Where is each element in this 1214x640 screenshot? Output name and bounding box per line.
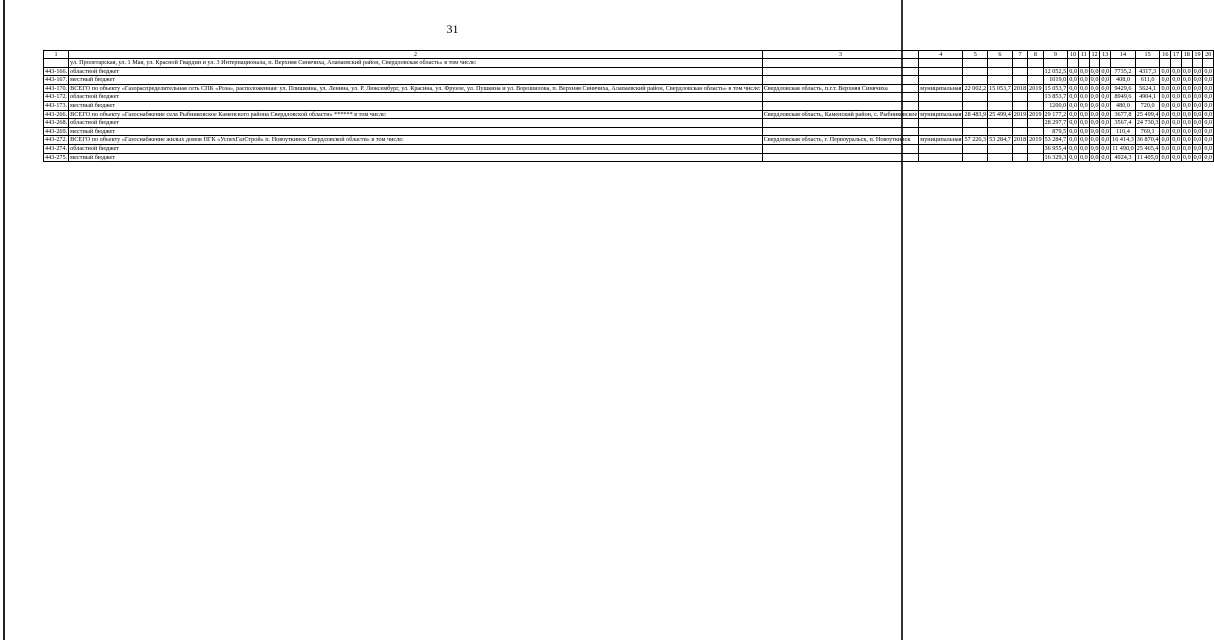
cell-value-9: 1019,0 (1043, 76, 1068, 85)
table-row (44, 67, 1214, 76)
cell-c7 (1012, 127, 1027, 136)
cell-value-17: 0,0 (1172, 76, 1180, 84)
cell-value-13: 0,0 (1101, 93, 1110, 101)
cell-c4: муниципальная (920, 136, 962, 144)
column-number-2: 2 (69, 51, 762, 59)
cell-c5 (963, 119, 988, 128)
cell-value-12 (1089, 59, 1100, 68)
cell-value-20: 0,0 (1204, 110, 1213, 118)
cell-value-17: 0,0 (1172, 144, 1180, 152)
cell-c7 (1012, 153, 1027, 162)
cell-value-12: 0,0 (1090, 93, 1099, 101)
cell-c4: муниципальная (920, 110, 962, 118)
cell-c7 (1012, 59, 1027, 68)
cell-value-18: 0,0 (1182, 127, 1191, 135)
cell-value-9: 15 053,7 (1044, 84, 1067, 92)
cell-value-9: 28 297,7 (1044, 119, 1067, 127)
cell-value-16: 0,0 (1161, 119, 1170, 127)
cell-value-18: 0,0 (1182, 84, 1191, 92)
cell-value-20: 0,0 (1204, 136, 1213, 144)
cell-c3 (762, 59, 919, 68)
page-number: 31 (446, 22, 459, 36)
cell-value-16: 0,0 (1161, 76, 1170, 84)
cell-c8 (1028, 59, 1043, 68)
cell-c2: местный бюджет (69, 127, 762, 136)
column-number-11: 11 (1078, 51, 1089, 59)
cell-c3 (762, 144, 919, 153)
cell-value-17: 0,0 (1172, 153, 1180, 161)
cell-c8 (1028, 93, 1043, 102)
cell-value-19: 0,0 (1193, 101, 1202, 109)
cell-value-13: 0,0 (1101, 67, 1110, 75)
cell-value-11: 0,0 (1079, 101, 1088, 109)
cell-c1: 443-266. (45, 110, 68, 118)
column-number-3: 3 (762, 51, 919, 59)
cell-value-15: 4317,3 (1135, 67, 1160, 76)
cell-value-13: 0,0 (1101, 136, 1110, 144)
cell-c5 (963, 67, 988, 76)
cell-value-12: 0,0 (1090, 76, 1099, 84)
cell-value-10: 0,0 (1069, 93, 1077, 101)
cell-c6 (988, 67, 1013, 76)
cell-c6 (988, 144, 1013, 153)
cell-value-14: 408,0 (1111, 76, 1136, 85)
table-row (44, 84, 1214, 93)
cell-c6: 15 053,7 (989, 84, 1011, 92)
cell-value-9: 36 955,4 (1044, 144, 1067, 152)
cell-c7 (1012, 144, 1027, 153)
cell-c2: областной бюджет (69, 67, 762, 76)
cell-c5 (963, 127, 988, 136)
cell-value-10: 0,0 (1069, 67, 1077, 75)
cell-value-19: 0,0 (1193, 127, 1202, 135)
cell-c4: муниципальная (920, 84, 962, 92)
cell-c2: местный бюджет (69, 76, 762, 85)
cell-value-19: 0,0 (1193, 67, 1202, 75)
cell-c5 (963, 93, 988, 102)
column-number-14: 14 (1111, 51, 1136, 59)
cell-value-14: 3677,8 (1111, 110, 1136, 119)
cell-c2: областной бюджет (69, 119, 762, 128)
cell-value-19: 0,0 (1193, 76, 1202, 84)
cell-c2: ул. Пролетарская, ул. 1 Мая, ул. Красной Гвардии и ул. 3 Интернационала, п. Верхняя Синячиха, Алапаевский район, Свердловская область» в том числе: (69, 59, 762, 68)
cell-c1: 443-173. (45, 101, 68, 109)
cell-value-18: 0,0 (1182, 93, 1191, 101)
cell-value-20: 0,0 (1204, 76, 1213, 84)
cell-value-16: 0,0 (1161, 93, 1170, 101)
cell-value-16: 0,0 (1161, 144, 1170, 152)
cell-value-10: 0,0 (1069, 76, 1077, 84)
cell-c8: 2019 (1029, 136, 1042, 144)
cell-value-10: 0,0 (1069, 136, 1077, 144)
budget-table (43, 50, 1214, 162)
cell-value-20: 0,0 (1204, 84, 1213, 92)
cell-value-20: 0,0 (1204, 127, 1213, 135)
column-number-1: 1 (44, 51, 69, 59)
cell-value-9: 29 177,2 (1044, 110, 1067, 118)
cell-value-18: 0,0 (1182, 119, 1191, 127)
cell-value-16: 0,0 (1161, 101, 1170, 109)
column-number-5: 5 (963, 51, 988, 59)
cell-c5 (963, 59, 988, 68)
cell-c1: 443-167. (45, 76, 68, 84)
cell-value-13: 0,0 (1101, 101, 1110, 109)
cell-value-12: 0,0 (1090, 144, 1099, 152)
cell-value-13: 0,0 (1101, 127, 1110, 135)
cell-c2: областной бюджет (69, 144, 762, 153)
cell-value-15: 720,0 (1135, 101, 1160, 110)
cell-c8 (1028, 67, 1043, 76)
cell-c3 (762, 67, 919, 76)
cell-value-12: 0,0 (1090, 110, 1099, 118)
cell-value-12: 0,0 (1090, 101, 1099, 109)
cell-c1: 443-272. (45, 136, 68, 144)
cell-c7: 2018 (1013, 136, 1027, 144)
cell-value-11: 0,0 (1079, 153, 1088, 161)
cell-c1: 443-268. (45, 119, 68, 127)
cell-value-10: 0,0 (1069, 144, 1077, 152)
cell-c1: 443-269. (45, 127, 68, 135)
column-number-12: 12 (1089, 51, 1100, 59)
cell-value-17: 0,0 (1172, 84, 1180, 92)
cell-value-15: 36 870,4 (1136, 136, 1159, 144)
cell-c4 (919, 127, 963, 136)
column-number-9: 9 (1043, 51, 1068, 59)
cell-c1: 443-275. (45, 153, 68, 161)
cell-value-18: 0,0 (1182, 76, 1191, 84)
cell-c3 (762, 153, 919, 162)
cell-c3: Свердловская область, Каменский район, с. Рыбниковское (763, 110, 918, 118)
cell-value-20: 0,0 (1204, 153, 1213, 161)
cell-c2: местный бюджет (69, 101, 762, 110)
cell-value-14: 8949,6 (1111, 93, 1136, 102)
cell-c7 (1012, 67, 1027, 76)
cell-c1: 443-172. (45, 93, 68, 101)
table-row (44, 153, 1214, 162)
cell-value-15: 611,0 (1135, 76, 1160, 85)
cell-value-14: 16 414,3 (1112, 136, 1134, 144)
cell-value-18: 0,0 (1182, 136, 1191, 144)
cell-c3 (762, 76, 919, 85)
cell-value-13: 0,0 (1101, 119, 1110, 127)
cell-value-15: 5624,1 (1135, 84, 1160, 93)
cell-value-15: 4904,1 (1135, 93, 1160, 102)
cell-value-10: 0,0 (1069, 127, 1077, 135)
cell-value-19: 0,0 (1193, 144, 1202, 152)
column-number-17: 17 (1171, 51, 1182, 59)
cell-value-12: 0,0 (1090, 119, 1099, 127)
cell-value-19: 0,0 (1193, 153, 1202, 161)
cell-value-13: 0,0 (1101, 110, 1110, 118)
cell-value-19: 0,0 (1193, 110, 1202, 118)
scan-edge-left (3, 0, 5, 640)
cell-c5: 57 226,3 (964, 136, 987, 144)
cell-c6 (988, 59, 1013, 68)
cell-c7: 2018 (1013, 84, 1027, 92)
cell-value-16: 0,0 (1161, 127, 1170, 135)
cell-c2: местный бюджет (69, 153, 762, 162)
cell-value-18: 0,0 (1182, 101, 1191, 109)
cell-value-11: 0,0 (1079, 93, 1088, 101)
cell-value-13: 0,0 (1101, 84, 1110, 92)
cell-value-18: 0,0 (1182, 144, 1191, 152)
cell-value-13 (1100, 59, 1111, 68)
cell-c6 (988, 76, 1013, 85)
cell-value-15: 25 465,4 (1136, 144, 1159, 152)
cell-c5: 22 002,2 (964, 84, 987, 92)
cell-value-19: 0,0 (1193, 119, 1202, 127)
cell-c8 (1028, 127, 1043, 136)
cell-value-10: 0,0 (1069, 110, 1077, 118)
cell-c2: областной бюджет (69, 93, 762, 102)
cell-value-17 (1171, 59, 1182, 68)
cell-value-20 (1203, 59, 1214, 68)
cell-value-14: 480,0 (1111, 101, 1136, 110)
cell-c1: 443-274. (45, 144, 68, 152)
column-number-row (44, 51, 1214, 59)
cell-value-13: 0,0 (1101, 76, 1110, 84)
cell-c5 (963, 153, 988, 162)
column-number-10: 10 (1068, 51, 1079, 59)
cell-c5 (963, 76, 988, 85)
cell-value-11: 0,0 (1079, 110, 1088, 118)
cell-c2: ВСЕГО по объекту «Газоснабжение жилых домов ПГК «УспехГазСтрой» п. Новоуткинск Свердловской области» в том числе: (69, 136, 762, 145)
cell-value-16: 0,0 (1161, 136, 1170, 144)
cell-value-14: 110,4 (1111, 127, 1136, 136)
cell-c3 (762, 127, 919, 136)
cell-value-12: 0,0 (1090, 153, 1099, 161)
cell-c8 (1028, 119, 1043, 128)
cell-c4 (919, 144, 963, 153)
column-number-4: 4 (919, 51, 963, 59)
cell-c2: ВСЕГО по объекту «Газоснабжение села Рыбниковское Каменского района Свердловской области» ****** в том числе: (69, 110, 762, 119)
cell-c5 (963, 101, 988, 110)
cell-c8: 2019 (1029, 84, 1042, 92)
cell-c4 (919, 76, 963, 85)
cell-value-10: 0,0 (1069, 84, 1077, 92)
cell-value-20: 0,0 (1204, 93, 1213, 101)
cell-c3: Свердловская область, г. Первоуральск, п. Новоуткинск (762, 136, 919, 145)
cell-value-16: 0,0 (1161, 84, 1170, 92)
cell-c5: 28 483,9 (964, 110, 987, 118)
cell-c8 (1028, 144, 1043, 153)
cell-value-17: 0,0 (1172, 67, 1180, 75)
cell-value-11: 0,0 (1079, 144, 1088, 152)
cell-value-17: 0,0 (1172, 110, 1180, 118)
cell-value-20: 0,0 (1204, 101, 1213, 109)
cell-c8 (1028, 76, 1043, 85)
cell-c6 (988, 93, 1013, 102)
cell-value-19 (1192, 59, 1203, 68)
cell-value-11: 0,0 (1079, 84, 1088, 92)
cell-value-10: 0,0 (1069, 153, 1077, 161)
cell-value-16 (1160, 59, 1171, 68)
cell-value-10: 0,0 (1069, 119, 1077, 127)
cell-value-12: 0,0 (1090, 127, 1099, 135)
cell-value-16: 0,0 (1161, 153, 1170, 161)
cell-value-20: 0,0 (1204, 144, 1213, 152)
cell-c7 (1012, 101, 1027, 110)
cell-value-11: 0,0 (1079, 136, 1088, 144)
cell-c6: 53 284,7 (989, 136, 1011, 144)
cell-value-17: 0,0 (1172, 93, 1180, 101)
column-number-19: 19 (1192, 51, 1203, 59)
cell-value-9: 879,5 (1043, 127, 1068, 136)
cell-value-9: 16 329,3 (1044, 153, 1067, 161)
cell-c2: ВСЕГО по объекту «Газораспределительная сеть СПК «Роза», расположенная: ул. Плишкина, ул. Ленина, ул. Р. Люксембург, ул. Красина, ул. Фрунзе, ул. Пушкина и ул. Ворошилова, п. Верхняя Синячиха, Алапаевский район, Свердловская область» в том числе: (70, 84, 761, 92)
cell-value-19: 0,0 (1193, 93, 1202, 101)
cell-value-15: 24 730,3 (1136, 119, 1159, 127)
table-row (44, 76, 1214, 85)
cell-c4 (919, 67, 963, 76)
cell-c4 (919, 93, 963, 102)
column-number-16: 16 (1160, 51, 1171, 59)
table-row (44, 144, 1214, 153)
cell-value-20: 0,0 (1204, 67, 1213, 75)
cell-c7 (1012, 119, 1027, 128)
cell-value-19: 0,0 (1193, 136, 1202, 144)
column-number-18: 18 (1181, 51, 1192, 59)
cell-value-10 (1068, 59, 1079, 68)
cell-c6 (988, 101, 1013, 110)
cell-c4 (919, 119, 963, 128)
cell-value-14: 11 490,0 (1112, 144, 1134, 152)
cell-value-15: 11 405,0 (1136, 153, 1159, 161)
table-row (44, 136, 1214, 145)
cell-c1: 443-166. (45, 67, 68, 75)
cell-value-13: 0,0 (1101, 144, 1110, 152)
cell-value-15 (1135, 59, 1160, 68)
column-number-15: 15 (1135, 51, 1160, 59)
cell-value-17: 0,0 (1172, 101, 1180, 109)
cell-c3 (762, 119, 919, 128)
table-row (44, 127, 1214, 136)
table-row (44, 110, 1214, 119)
cell-value-13: 0,0 (1101, 153, 1110, 161)
cell-c1: 443-170. (45, 84, 68, 92)
column-number-20: 20 (1203, 51, 1214, 59)
cell-value-10: 0,0 (1069, 101, 1077, 109)
cell-value-11: 0,0 (1079, 76, 1088, 84)
cell-value-18: 0,0 (1182, 110, 1191, 118)
cell-value-17: 0,0 (1172, 127, 1180, 135)
cell-value-18 (1181, 59, 1192, 68)
cell-value-9: 12 052,5 (1044, 67, 1067, 75)
cell-value-14: 4924,3 (1111, 153, 1136, 162)
cell-c1 (44, 59, 69, 68)
table-row (44, 93, 1214, 102)
table-row (44, 59, 1214, 68)
column-number-8: 8 (1028, 51, 1043, 59)
cell-c4 (919, 101, 963, 110)
cell-c6 (988, 153, 1013, 162)
cell-c6 (988, 127, 1013, 136)
cell-value-12: 0,0 (1090, 84, 1099, 92)
cell-c6: 25 499,4 (989, 110, 1011, 118)
column-number-13: 13 (1100, 51, 1111, 59)
cell-value-20: 0,0 (1204, 119, 1213, 127)
cell-c6 (988, 119, 1013, 128)
cell-value-14: 7735,2 (1111, 67, 1136, 76)
cell-c3 (762, 101, 919, 110)
table-row (44, 119, 1214, 128)
cell-value-11: 0,0 (1079, 127, 1088, 135)
cell-value-12: 0,0 (1090, 136, 1099, 144)
cell-value-12: 0,0 (1090, 67, 1099, 75)
cell-value-17: 0,0 (1172, 136, 1180, 144)
cell-value-15: 25 499,4 (1136, 110, 1159, 118)
column-number-7: 7 (1012, 51, 1027, 59)
cell-c5 (963, 144, 988, 153)
cell-c7: 2019 (1013, 110, 1027, 118)
cell-value-9: 1200,0 (1043, 101, 1068, 110)
cell-c3 (762, 93, 919, 102)
cell-value-15: 769,1 (1135, 127, 1160, 136)
cell-c8 (1028, 101, 1043, 110)
cell-c7 (1012, 93, 1027, 102)
cell-c4 (919, 59, 963, 68)
cell-value-18: 0,0 (1182, 153, 1191, 161)
cell-c8 (1028, 153, 1043, 162)
cell-value-19: 0,0 (1193, 84, 1202, 92)
cell-c8: 2019 (1029, 110, 1042, 118)
cell-c7 (1012, 76, 1027, 85)
cell-value-9: 53 284,7 (1044, 136, 1067, 144)
cell-value-16: 0,0 (1161, 110, 1170, 118)
cell-c4 (919, 153, 963, 162)
cell-value-9: 13 853,7 (1044, 93, 1067, 101)
cell-value-11 (1078, 59, 1089, 68)
column-number-6: 6 (988, 51, 1013, 59)
cell-value-17: 0,0 (1172, 119, 1180, 127)
cell-value-16: 0,0 (1161, 67, 1170, 75)
cell-value-14 (1111, 59, 1136, 68)
cell-value-9 (1043, 59, 1068, 68)
cell-value-11: 0,0 (1079, 119, 1088, 127)
cell-c3: Свердловская область, п.г.т. Верхняя Синячиха (762, 84, 919, 93)
table-row (44, 101, 1214, 110)
cell-value-11: 0,0 (1079, 67, 1088, 75)
cell-value-14: 9429,6 (1111, 84, 1136, 93)
cell-value-18: 0,0 (1182, 67, 1191, 75)
cell-value-14: 3567,4 (1111, 119, 1136, 128)
